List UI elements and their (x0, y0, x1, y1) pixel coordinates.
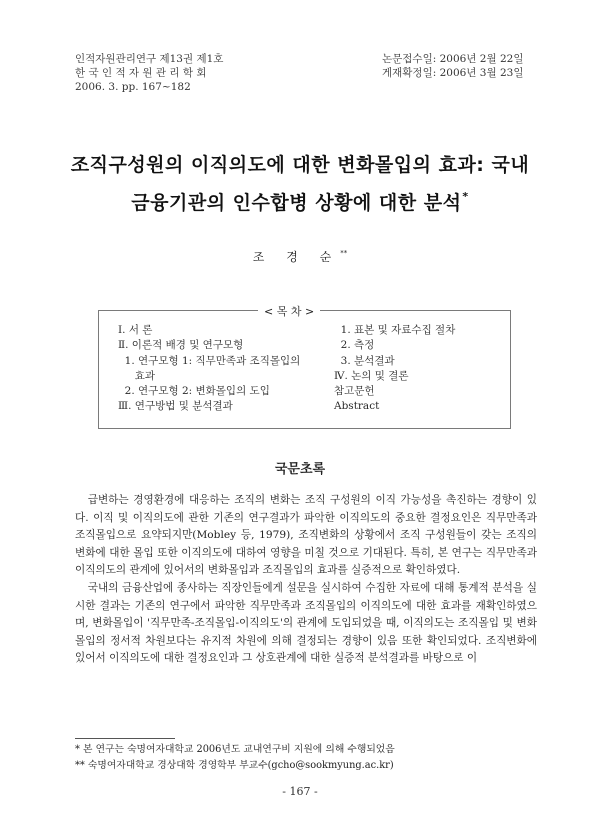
title-footnote-marker: * (462, 190, 469, 203)
abstract-heading: 국문초록 (274, 462, 326, 477)
issue-pages: 2006. 3. pp. 167~182 (75, 81, 191, 93)
toc-right-column (334, 323, 455, 415)
toc-item: 2. 연구모형 2: 변화몰입의 도입 (118, 385, 270, 398)
toc-item: Ⅰ. 서 론 (118, 324, 153, 336)
toc-item: Ⅱ. 이론적 배경 및 연구모형 (118, 339, 244, 352)
toc-item: 1. 표본 및 자료수집 절차 (334, 324, 456, 336)
journal-info (75, 52, 223, 94)
author-name: 조 경 순 (252, 250, 341, 264)
toc-item: 1. 연구모형 1: 직무만족과 조직몰입의 (118, 354, 301, 367)
footnote-author-affiliation: ** 숙명여자대학교 경상대학 경영학부 부교수(gcho@sookmyung.ac.kr) (75, 760, 394, 771)
title-line-1: 조직구성원의 이직의도에 대한 변화몰입의 효과: 국내 (70, 154, 530, 176)
toc-item: 2. 측정 (334, 339, 375, 352)
abstract-body (75, 492, 537, 668)
toc-item: 3. 분석결과 (334, 354, 395, 367)
footnotes (75, 742, 395, 774)
footnote-divider (75, 738, 175, 739)
toc-item: Ⅲ. 연구방법 및 분석결과 (118, 400, 233, 413)
toc-heading: < 목 차 > (258, 303, 320, 319)
received-date: 논문접수일: 2006년 2월 22일 (382, 53, 524, 65)
footnote-funding: * 본 연구는 숙명여자대학교 2006년도 교내연구비 지원에 의해 수행되었음 (75, 744, 395, 755)
title-line-2 (40, 181, 560, 219)
title-line-2-text: 금융기관의 인수합병 상황에 대한 분석 (131, 192, 462, 214)
toc-left-column (118, 323, 300, 415)
author-footnote-marker: ** (340, 249, 348, 257)
paper-title (40, 150, 560, 219)
journal-name: 인적자원관리연구 제13권 제1호 (75, 53, 224, 65)
page-number: - 167 - (282, 785, 318, 798)
accepted-date: 게재확정일: 2006년 3월 23일 (382, 67, 524, 79)
abstract-paragraph-1: 급변하는 경영환경에 대응하는 조직의 변화는 조직 구성원의 이직 가능성을 촉진하는 경향이 있다. 이직 및 이직의도에 관한 기존의 연구결과가 파악한 이직의도의 중요한 결정요인은 직무만족과 조직몰입으로 요약되지만(Mobley 등, 1979), 조직변화의 상황에서 조직 구성원들이 갖는 조직의 변화에 대한 몰입 또한 이직의도에 대하여 영향을 미칠 것으로 기대된다. 특히, 본 연구는 직무만족과 이직의도의 관계에 있어서의 변화몰입과 조직몰입의 효과를 실증적으로 확인하였다. (75, 494, 537, 577)
author (0, 248, 600, 265)
toc-item: 참고문헌 (334, 385, 375, 398)
society-name: 한 국 인 적 자 원 관 리 학 회 (75, 67, 207, 79)
toc-item: 효과 (118, 369, 155, 382)
toc-item: Abstract (334, 400, 380, 413)
submission-dates (382, 52, 523, 80)
toc-item: Ⅳ. 논의 및 결론 (334, 369, 409, 382)
abstract-paragraph-2: 국내의 금융산업에 종사하는 직장인들에게 설문을 실시하여 수집한 자료에 대해 통계적 분석을 실시한 결과는 기존의 연구에서 파악한 직무만족과 조직몰입의 이직의도에 대한 효과를 재확인하였으며, 변화몰입이 '직무만족-조직몰입-이직의도'의 관계에 도입되었을 때, 이직의도는 조직몰입 및 변화몰입의 정서적 차원보다는 유지적 차원에 의해 결정되는 경향이 있음 또한 확인되었다. 조직변화에 있어서 이직의도에 대한 결정요인과 그 상호관계에 대한 실증적 분석결과를 바탕으로 이 (75, 581, 537, 665)
